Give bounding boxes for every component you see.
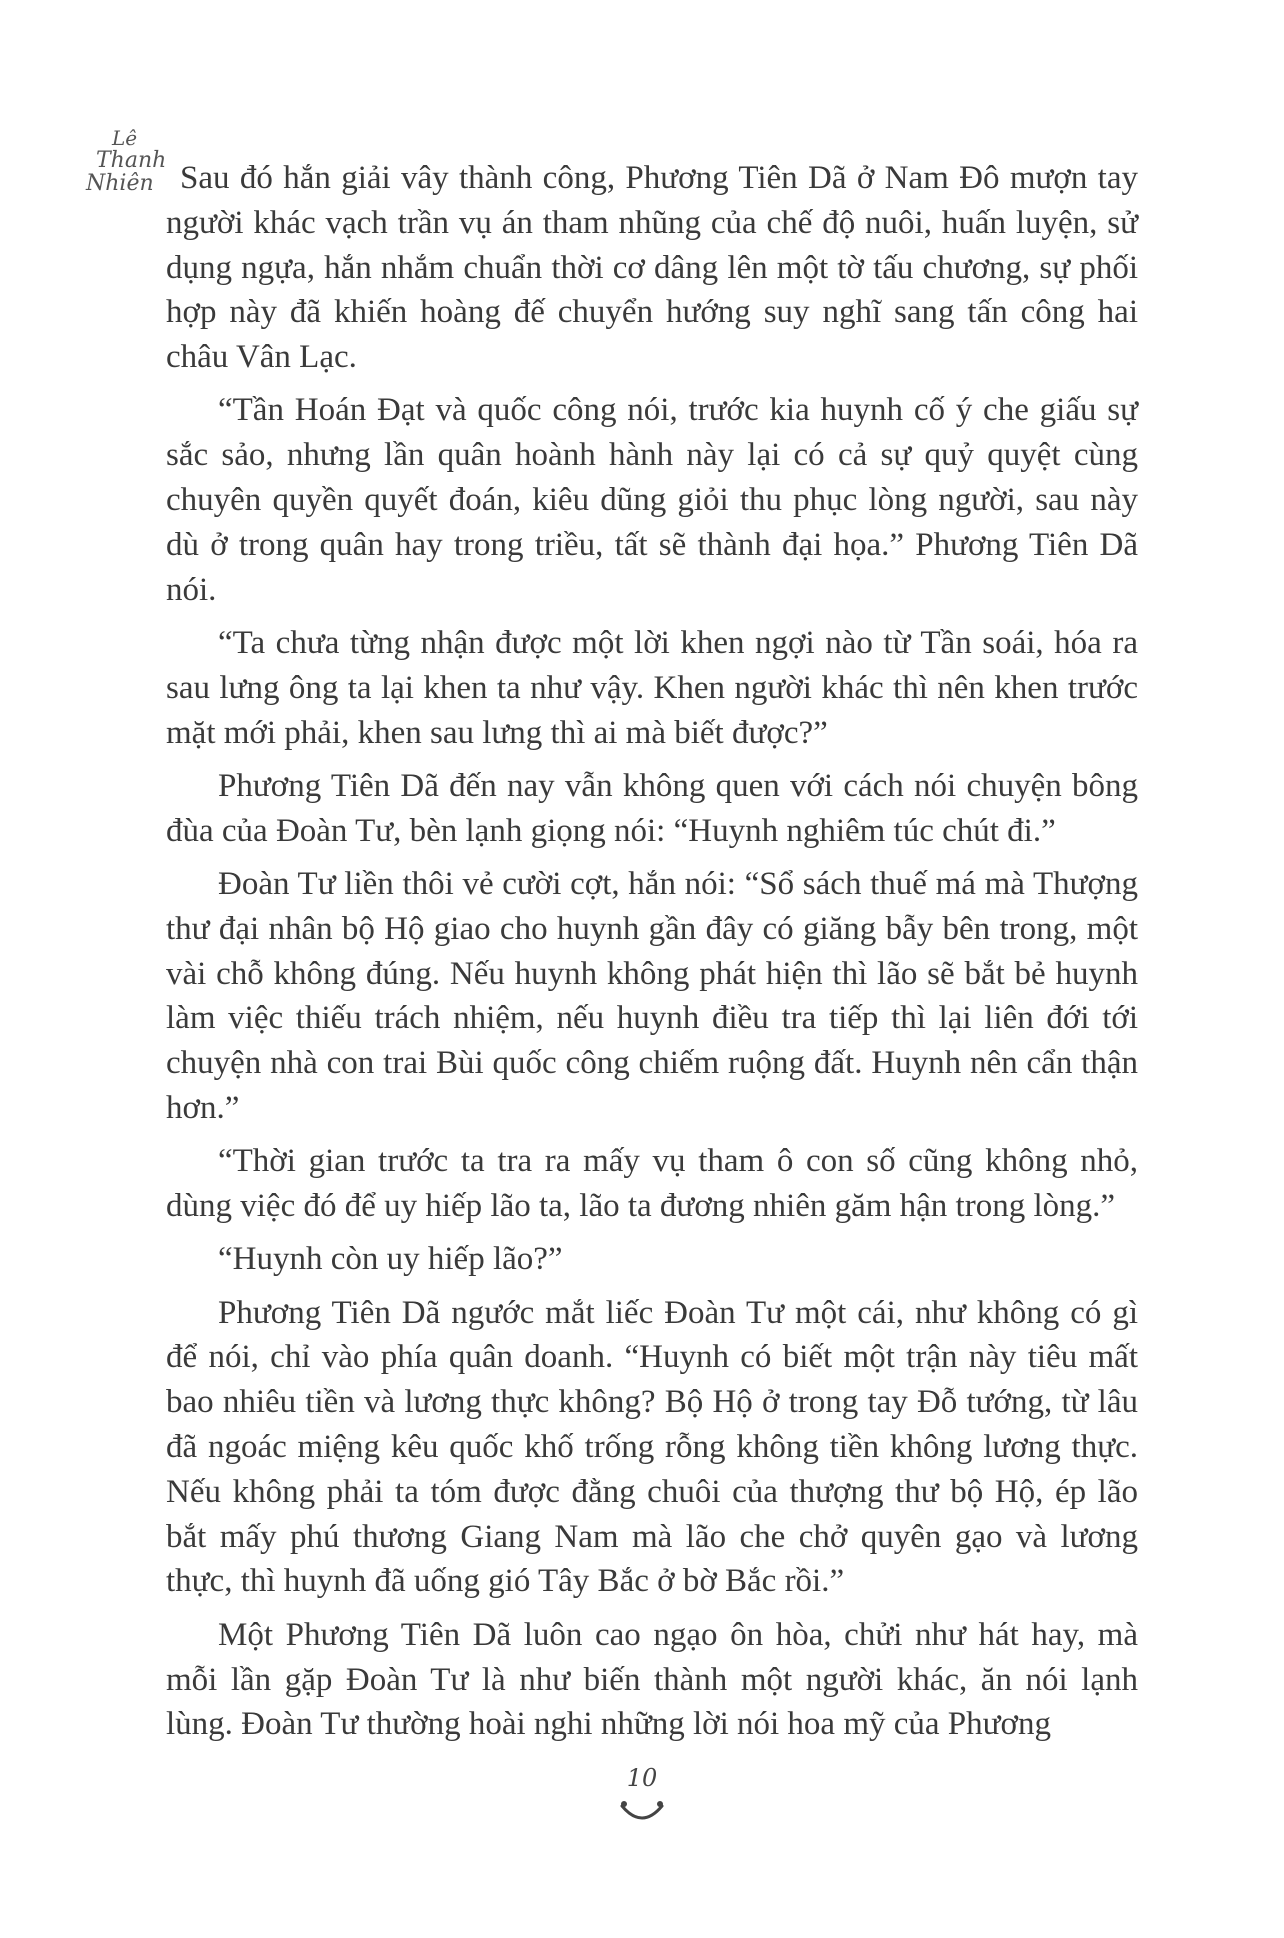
- author-signature: [78, 128, 168, 195]
- paragraph: “Ta chưa từng nhận được một lời khen ngợi nào từ Tần soái, hóa ra sau lưng ông ta lại khen ta như vậy. Khen người khác thì nên khen trước mặt mới phải, khen sau lưng thì ai mà biết được?”: [166, 624, 1138, 751]
- paragraph: “Thời gian trước ta tra ra mấy vụ tham ô con số cũng không nhỏ, dùng việc đó để uy hiếp lão ta, lão ta đương nhiên găm hận trong lòng.”: [166, 1143, 1138, 1225]
- paragraph: “Tần Hoán Đạt và quốc công nói, trước kia huynh cố ý che giấu sự sắc sảo, nhưng lần quân hoành hành này lại có cả sự quỷ quyệt cùng chuyên quyền quyết đoán, kiêu dũng giỏi thu phục lòng người, sau này dù ở trong quân hay trong triều, tất sẽ thành đại họa.” Phương Tiên Dã nói.: [166, 392, 1138, 608]
- paragraph: “Huynh còn uy hiếp lão?”: [218, 1241, 563, 1278]
- signature-line-1: Lê: [112, 126, 138, 150]
- paragraph: Đoàn Tư liền thôi vẻ cười cợt, hắn nói: “Sổ sách thuế má mà Thượng thư đại nhân bộ Hộ giao cho huynh gần đây có giăng bẫy bên trong, một vài chỗ không đúng. Nếu huynh không phát hiện thì lão sẽ bắt bẻ huynh làm việc thiếu trách nhiệm, nếu huynh điều tra tiếp thì lại liên đới tới chuyện nhà con trai Bùi quốc công chiếm ruộng đất. Huynh nên cẩn thận hơn.”: [166, 865, 1138, 1126]
- page-ornament-icon: [620, 1800, 664, 1824]
- signature-line-3: Nhiên: [86, 171, 154, 197]
- signature-line-2: Thanh: [96, 148, 167, 173]
- page-number: 10: [626, 1764, 658, 1792]
- body-text: [166, 156, 1138, 1756]
- paragraph: Một Phương Tiên Dã luôn cao ngạo ôn hòa, chửi như hát hay, mà mỗi lần gặp Đoàn Tư là như biến thành một người khác, ăn nói lạnh lùng. Đoàn Tư thường hoài nghi những lời nói hoa mỹ của Phương: [166, 1616, 1138, 1743]
- paragraph: Phương Tiên Dã ngước mắt liếc Đoàn Tư một cái, như không có gì để nói, chỉ vào phía quân doanh. “Huynh có biết một trận này tiêu mất bao nhiêu tiền và lương thực không? Bộ Hộ ở trong tay Đỗ tướng, từ lâu đã ngoác miệng kêu quốc khố trống rỗng không tiền không lương thực. Nếu không phải ta tóm được đằng chuôi của thượng thư bộ Hộ, ép lão bắt mấy phú thương Giang Nam mà lão che chở quyên gạo và lương thực, thì huynh đã uống gió Tây Bắc ở bờ Bắc rồi.”: [166, 1294, 1138, 1600]
- paragraph: Sau đó hắn giải vây thành công, Phương Tiên Dã ở Nam Đô mượn tay người khác vạch trần vụ án tham nhũng của chế độ nuôi, huấn luyện, sử dụng ngựa, hắn nhắm chuẩn thời cơ dâng lên một tờ tấu chương, sự phối hợp này đã khiến hoàng đế chuyển hướng suy nghĩ sang tấn công hai châu Vân Lạc.: [166, 160, 1138, 376]
- paragraph: Phương Tiên Dã đến nay vẫn không quen với cách nói chuyện bông đùa của Đoàn Tư, bèn lạnh giọng nói: “Huynh nghiêm túc chút đi.”: [166, 767, 1138, 849]
